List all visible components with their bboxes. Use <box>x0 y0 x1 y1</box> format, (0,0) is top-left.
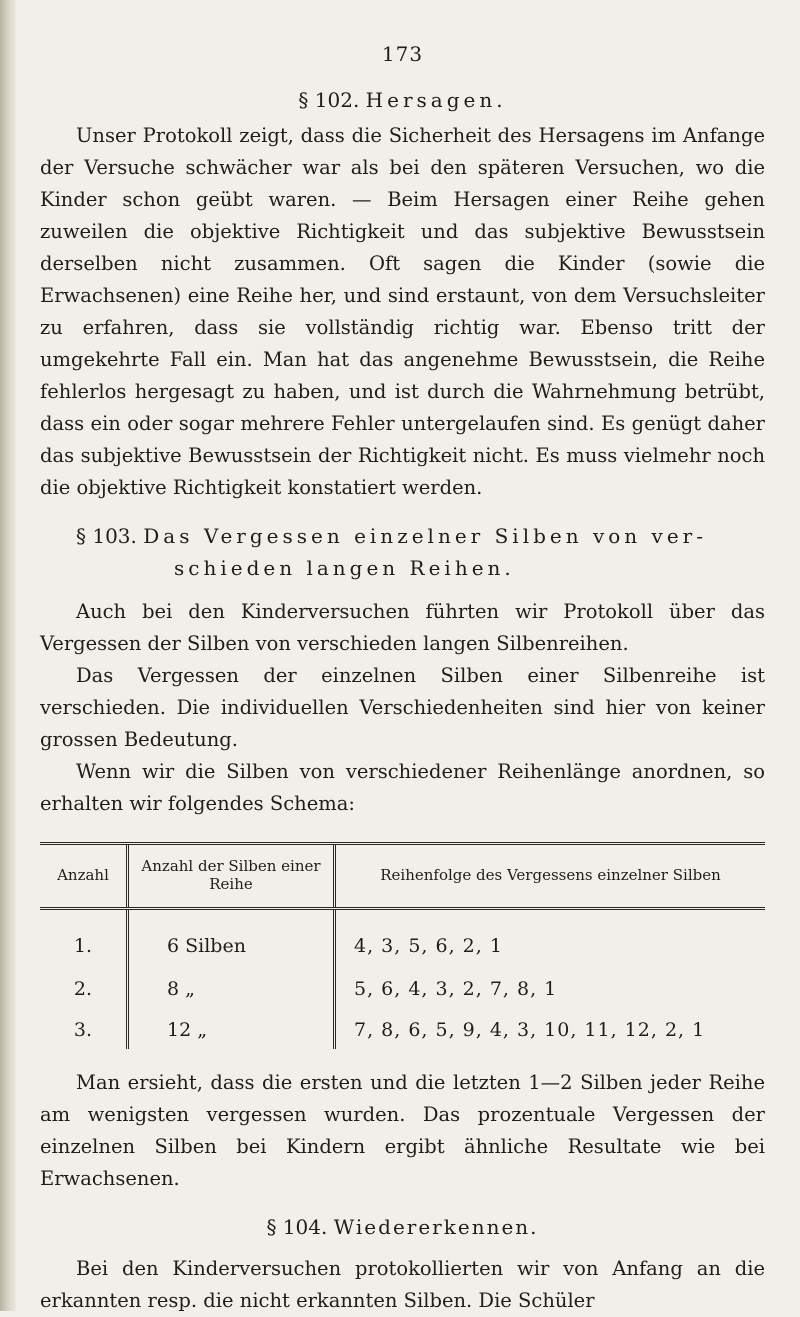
header-reihenfolge: Reihenfolge des Vergessens einzelner Silben <box>335 844 766 909</box>
header-silben-count: Anzahl der Silben einer Reihe <box>128 844 335 909</box>
table-cell: 12 „ <box>128 1008 335 1049</box>
table-cell: 2. <box>73 978 93 1000</box>
section-103-number: § 103. <box>76 524 137 548</box>
table-cell: 3. <box>73 1019 93 1041</box>
table-cell: 8 „ <box>128 967 335 1008</box>
page-number: 173 <box>381 42 424 66</box>
section-104-paragraph: Bei den Kinderversuchen protokollierten wir von Anfang an die erkannten resp. die nicht erkannten Silben. Die Schüler <box>40 1257 765 1312</box>
section-103-after-table: Man ersieht, dass die ersten und die letzten 1—2 Silben jeder Reihe am wenigsten vergessen wurden. Das prozentuale Vergessen der einzelnen Silben bei Kindern ergibt ähnliche Resultate wie bei Erwachsenen. <box>40 1071 765 1190</box>
section-103-paragraph-2: Das Vergessen der einzelnen Silben einer Silbenreihe ist verschieden. Die individuellen Verschiedenheiten sind hier von keiner grossen Bedeutung. <box>40 664 765 751</box>
book-page <box>40 42 765 1317</box>
table-cell: 4, 3, 5, 6, 2, 1 <box>335 909 766 968</box>
section-103-paragraph-1: Auch bei den Kinderversuchen führten wir Protokoll über das Vergessen der Silben von verschieden langen Silbenreihen. <box>40 600 765 655</box>
section-103-heading <box>40 520 765 584</box>
table-row <box>40 967 765 1008</box>
section-104-title: Wiedererkennen. <box>333 1215 539 1239</box>
table-row <box>40 1008 765 1049</box>
table-cell: 7, 8, 6, 5, 9, 4, 3, 10, 11, 12, 2, 1 <box>335 1008 766 1049</box>
table-cell: 5, 6, 4, 3, 2, 7, 8, 1 <box>335 967 766 1008</box>
forgetting-schema-table <box>40 842 765 1049</box>
table-header-row <box>40 844 765 909</box>
section-103-title-line1: Das Vergessen einzelner Silben von ver- <box>143 524 707 548</box>
section-102-paragraph: Unser Protokoll zeigt, dass die Sicherheit des Hersagens im Anfange der Versuche schwächer war als bei den späteren Versuchen, wo die Kinder schon geübt waren. — Beim Hersagen einer Reihe gehen zuweilen die objektive Richtigkeit und das subjektive Bewusstsein derselben nicht zusammen. Oft sagen die Kinder (sowie die Erwachsenen) eine Reihe her, und sind erstaunt, von dem Versuchsleiter zu erfahren, dass sie vollständig richtig war. Ebenso tritt der umgekehrte Fall ein. Man hat das angenehme Bewusstsein, die Reihe fehlerlos hergesagt zu haben, und ist durch die Wahrnehmung betrübt, dass ein oder sogar mehrere Fehler untergelaufen sind. Es genügt daher das subjektive Bewusstsein der Richtigkeit nicht. Es muss vielmehr noch die objektive Richtigkeit konstatiert werden. <box>40 124 765 499</box>
table-row <box>40 909 765 968</box>
table-cell: 1. <box>73 935 93 957</box>
section-103-title-line2: schieden langen Reihen. <box>174 556 515 580</box>
page-edge-shadow <box>0 0 16 1311</box>
section-104-number: § 104. <box>266 1215 328 1239</box>
table-cell: 6 Silben <box>128 909 335 968</box>
section-102-heading <box>40 88 765 112</box>
section-103-paragraph-3: Wenn wir die Silben von verschiedener Reihenlänge anordnen, so erhalten wir folgendes Schema: <box>40 760 765 815</box>
section-102-number: § 102. <box>298 88 360 112</box>
header-anzahl: Anzahl <box>40 844 128 909</box>
section-102-title: Hersagen. <box>365 88 507 112</box>
section-104-heading <box>40 1215 765 1239</box>
